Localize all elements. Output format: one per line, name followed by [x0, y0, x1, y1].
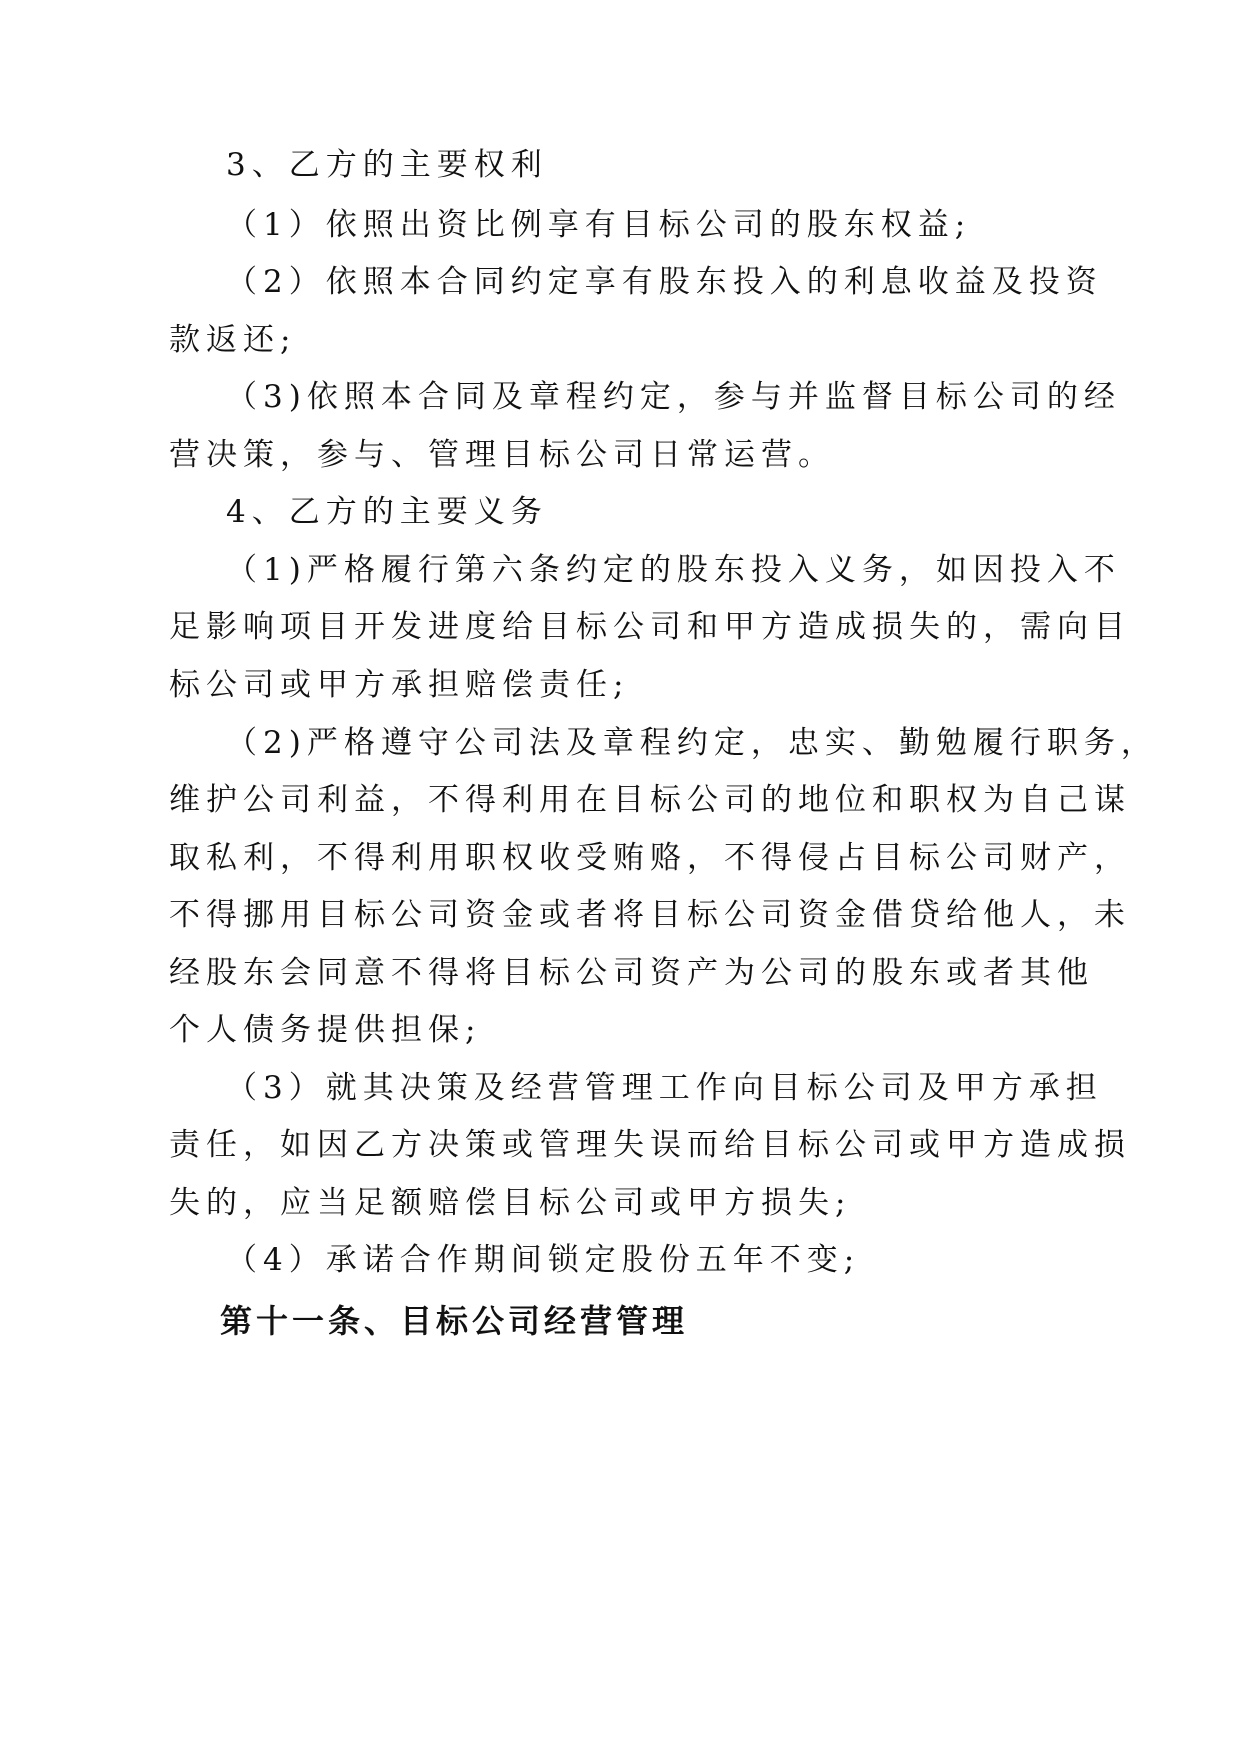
text-line-19: 失的，应当足额赔偿目标公司或甲方损失;	[169, 1185, 852, 1221]
text-line-14: 不得挪用目标公司资金或者将目标公司资金借贷给他人，未	[169, 897, 1131, 933]
text-line-3: （2）依照本合同约定享有股东投入的利息收益及投资	[226, 264, 1103, 300]
text-line-7: 4、乙方的主要义务	[226, 494, 548, 530]
text-line-1: 3、乙方的主要权利	[226, 147, 548, 183]
text-line-20: （4）承诺合作期间锁定股份五年不变;	[226, 1242, 861, 1278]
text-line-5: （3)依照本合同及章程约定，参与并监督目标公司的经	[226, 379, 1121, 415]
text-line-10: 标公司或甲方承担赔偿责任;	[169, 667, 630, 703]
text-line-18: 责任，如因乙方决策或管理失误而给目标公司或甲方造成损	[169, 1127, 1131, 1163]
text-line-4: 款返还;	[169, 322, 297, 358]
text-line-2: （1）依照出资比例享有目标公司的股东权益;	[226, 207, 972, 243]
section-heading: 第十一条、目标公司经营管理	[220, 1302, 689, 1340]
text-line-11: （2)严格遵守公司法及章程约定，忠实、勤勉履行职务，	[226, 725, 1158, 761]
text-line-17: （3）就其决策及经营管理工作向目标公司及甲方承担	[226, 1070, 1103, 1106]
text-line-6: 营决策，参与、管理目标公司日常运营。	[169, 437, 835, 473]
text-line-9: 足影响项目开发进度给目标公司和甲方造成损失的，需向目	[169, 609, 1131, 645]
text-line-15: 经股东会同意不得将目标公司资产为公司的股东或者其他	[169, 955, 1094, 991]
text-line-8: （1)严格履行第六条约定的股东投入义务，如因投入不	[226, 552, 1121, 588]
text-line-16: 个人债务提供担保;	[169, 1012, 482, 1048]
text-line-13: 取私利，不得利用职权收受贿赂，不得侵占目标公司财产，	[169, 840, 1131, 876]
text-line-12: 维护公司利益，不得利用在目标公司的地位和职权为自己谋	[169, 782, 1131, 818]
